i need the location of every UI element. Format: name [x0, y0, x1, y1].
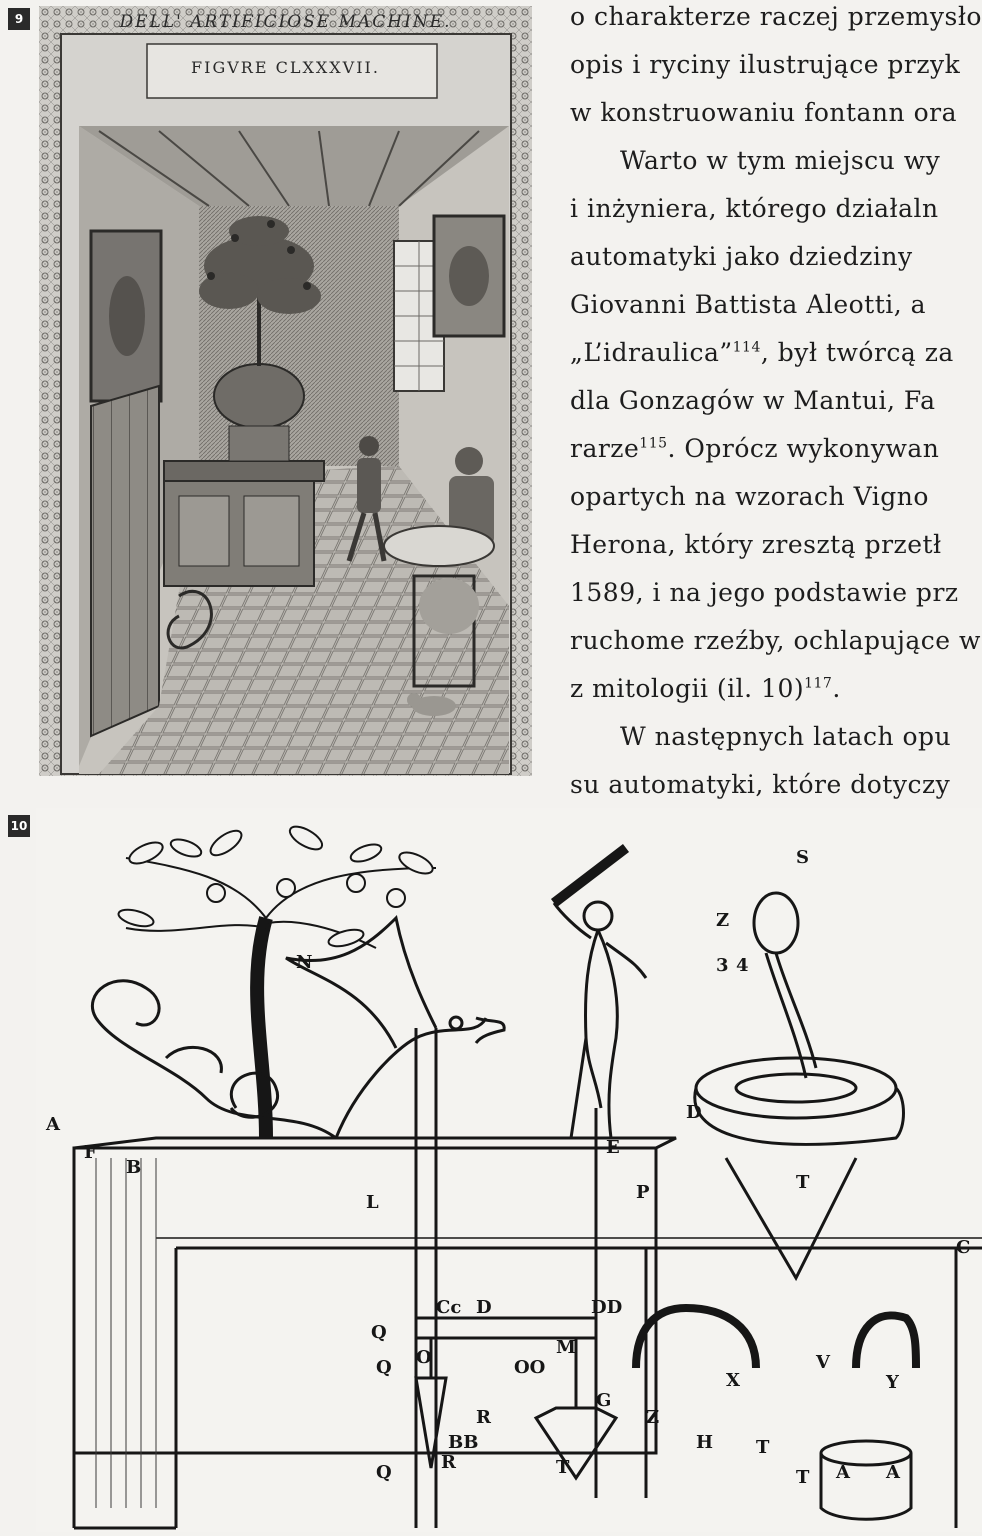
woodcut-letter-label: S — [796, 847, 809, 868]
text-line: o charakterze raczej przemysło — [570, 2, 982, 31]
woodcut-letter-label: M — [556, 1337, 576, 1358]
text-fragment: . — [832, 674, 841, 703]
text-line — [570, 338, 954, 367]
woodcut-letter-label: T — [556, 1457, 570, 1478]
text-line — [570, 674, 841, 703]
woodcut-letter-label: Y — [886, 1372, 899, 1393]
woodcut-letter-label: O — [416, 1347, 432, 1368]
text-line: automatyki jako dziedziny — [570, 242, 913, 271]
text-line: Herona, który zresztą przetł — [570, 530, 942, 559]
text-fragment: . Oprócz wykonywan — [667, 434, 940, 463]
woodcut-letter-label: A — [46, 1114, 60, 1135]
text-fragment: „L’idraulica” — [570, 338, 733, 367]
woodcut-letter-label: Z — [716, 910, 730, 931]
woodcut-letter-label: F — [84, 1142, 97, 1163]
woodcut-letter-label: A — [886, 1462, 900, 1483]
footnote-ref: 114 — [732, 339, 761, 356]
woodcut-letter-label: A — [836, 1462, 850, 1483]
woodcut-letter-label: B — [126, 1157, 142, 1178]
woodcut-letter-label: Q — [376, 1462, 392, 1483]
footnote-ref: 115 — [639, 435, 668, 452]
figure-9-engraving — [39, 6, 532, 776]
woodcut-letter-label: OO — [514, 1357, 546, 1378]
woodcut-letter-label: Q — [371, 1322, 387, 1343]
woodcut-letter-label: DD — [591, 1297, 623, 1318]
woodcut-letter-label: D — [476, 1297, 492, 1318]
woodcut-letter-label: BB — [448, 1432, 479, 1453]
woodcut-letter-label: T — [796, 1172, 810, 1193]
woodcut-letter-label: L — [366, 1192, 379, 1213]
woodcut-letter-label: X — [726, 1370, 740, 1391]
figure-10-woodcut — [36, 808, 982, 1532]
text-line: ruchome rzeźby, ochlapujące w — [570, 626, 981, 655]
woodcut-letter-label: P — [636, 1182, 650, 1203]
woodcut-letter-label: 4 — [736, 955, 749, 976]
woodcut-letter-label: 3 — [716, 955, 729, 976]
woodcut-letter-label: Q — [376, 1357, 392, 1378]
text-line — [570, 434, 939, 463]
woodcut-letter-label: G — [596, 1390, 612, 1411]
engraving-subtitle: FIGVRE CLXXXVII. — [191, 58, 380, 77]
woodcut-letter-label: D — [686, 1102, 702, 1123]
engraving-drawing — [39, 6, 532, 776]
woodcut-letter-label: T — [796, 1467, 810, 1488]
woodcut-letter-label: E — [606, 1137, 620, 1158]
text-line: Giovanni Battista Aleotti, a — [570, 290, 927, 319]
woodcut-letter-label: Cc — [436, 1297, 462, 1318]
woodcut-letter-label: V — [816, 1352, 830, 1373]
figure-10-number: 10 — [8, 815, 30, 837]
text-line: 1589, i na jego podstawie prz — [570, 578, 959, 607]
woodcut-letter-label: N — [296, 952, 313, 973]
text-line: opis i ryciny ilustrujące przyk — [570, 50, 961, 79]
text-line: i inżyniera, którego działaln — [570, 194, 939, 223]
text-line: w konstruowaniu fontann ora — [570, 98, 957, 127]
woodcut-letter-label: R — [441, 1452, 456, 1473]
woodcut-letter-label: H — [696, 1432, 714, 1453]
text-line: opartych na wzorach Vigno — [570, 482, 929, 511]
text-line: W następnych latach opu — [620, 722, 952, 751]
footnote-ref: 117 — [804, 675, 833, 692]
text-fragment: z mitologii (il. 10) — [570, 674, 805, 703]
text-line: su automatyki, które dotyczy — [570, 770, 951, 799]
text-line: dla Gonzagów w Mantui, Fa — [570, 386, 936, 415]
body-text-column — [570, 0, 982, 800]
woodcut-letter-label: C — [956, 1237, 971, 1258]
woodcut-letter-label: T — [756, 1437, 770, 1458]
woodcut-letter-label: Z — [646, 1407, 660, 1428]
woodcut-letter-label: R — [476, 1407, 491, 1428]
text-fragment: rarze — [570, 434, 640, 463]
figure-9-number: 9 — [8, 8, 30, 30]
text-line: Warto w tym miejscu wy — [620, 146, 941, 175]
woodcut-drawing — [36, 808, 982, 1532]
engraving-title: DELL' ARTIFICIOSE MACHINE. — [119, 12, 452, 32]
text-fragment: , był twórcą za — [760, 338, 954, 367]
